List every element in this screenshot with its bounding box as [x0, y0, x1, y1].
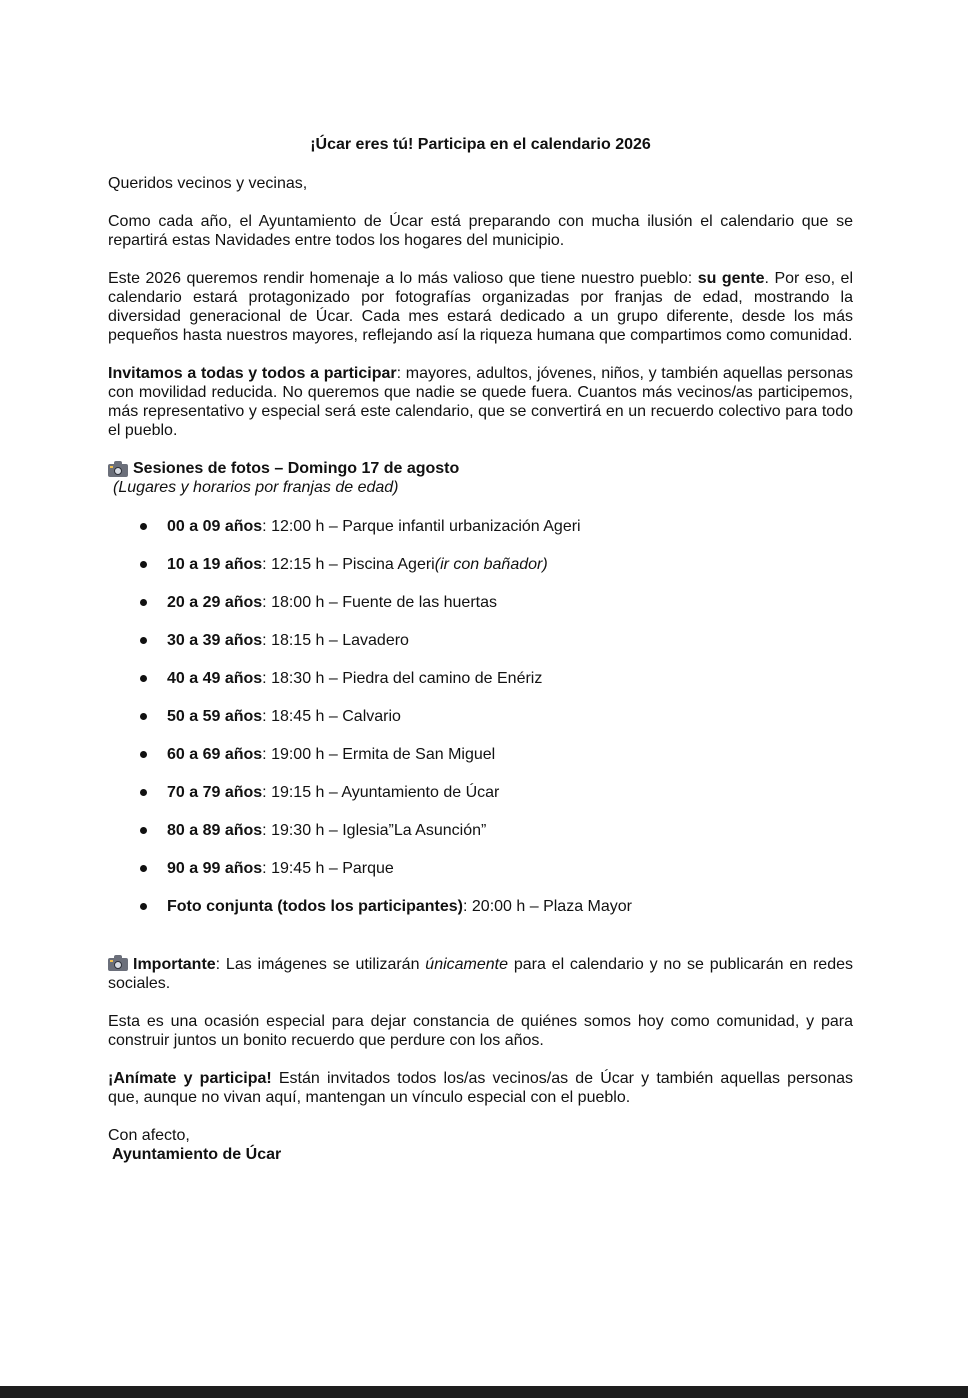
important-paragraph — [108, 955, 853, 993]
session-detail: : 19:45 h – Parque — [262, 860, 394, 877]
sessions-subheading: (Lugares y horarios por franjas de edad) — [113, 479, 399, 496]
bullet-icon — [140, 599, 147, 606]
session-item — [108, 821, 853, 840]
camera-icon — [108, 955, 128, 971]
bullet-icon — [140, 675, 147, 682]
session-group: 90 a 99 años — [167, 860, 263, 877]
session-detail: : 12:15 h – Piscina Ageri — [262, 556, 435, 573]
session-item — [108, 859, 853, 878]
session-item — [108, 593, 853, 612]
session-group: Foto conjunta (todos los participantes) — [167, 898, 463, 915]
session-item — [108, 783, 853, 802]
session-group: 80 a 89 años — [167, 822, 263, 839]
intro-paragraph: Como cada año, el Ayuntamiento de Úcar está preparando con mucha ilusión el calendario que se repartirá estas Navidades entre todos los hogares del municipio. — [108, 213, 853, 249]
session-note: (ir con bañador) — [434, 556, 548, 573]
session-group: 40 a 49 años — [167, 670, 263, 687]
session-detail: : 19:30 h – Iglesia”La Asunción” — [262, 822, 487, 839]
session-item — [108, 517, 853, 536]
bullet-icon — [140, 713, 147, 720]
session-group: 70 a 79 años — [167, 784, 263, 801]
encourage-bold: ¡Anímate y participa! — [108, 1070, 272, 1087]
homage-text-before: Este 2026 queremos rendir homenaje a lo más valioso que tiene nuestro pueblo: — [108, 270, 698, 287]
session-detail: : 19:15 h – Ayuntamiento de Úcar — [262, 784, 500, 801]
closing-line: Con afecto, — [108, 1127, 190, 1144]
bottom-bar — [0, 1386, 968, 1398]
signature: Ayuntamiento de Úcar — [112, 1146, 282, 1163]
session-group: 10 a 19 años — [167, 556, 263, 573]
session-detail: : 18:30 h – Piedra del camino de Enériz — [262, 670, 543, 687]
session-group: 20 a 29 años — [167, 594, 263, 611]
session-item — [108, 897, 853, 916]
bullet-icon — [140, 637, 147, 644]
session-detail: : 18:00 h – Fuente de las huertas — [262, 594, 497, 611]
bullet-icon — [140, 523, 147, 530]
document-title: ¡Úcar eres tú! Participa en el calendario 2026 — [310, 136, 651, 153]
homage-bold: su gente — [697, 270, 765, 287]
camera-flash-icon — [108, 461, 128, 477]
invite-text-after: : mayores, adultos, jóvenes, niños, y también aquellas personas con movilidad reducida. No queremos que nadie se quede fuera. Cuantos más vecinos/as participemos, más representativo y especial será este calendario, que se convertirá en un recuerdo colectivo para todo el pueblo. — [108, 365, 854, 439]
session-item — [108, 631, 853, 650]
invite-bold: Invitamos a todas y todos a participar — [108, 365, 397, 382]
session-detail: : 18:15 h – Lavadero — [262, 632, 409, 649]
important-italic: únicamente — [425, 956, 509, 973]
important-text-after: para el calendario y no se publicarán en redes sociales. — [108, 956, 853, 992]
session-group: 00 a 09 años — [167, 518, 263, 535]
session-detail: : 12:00 h – Parque infantil urbanización Ageri — [262, 518, 581, 535]
greeting: Queridos vecinos y vecinas, — [108, 175, 308, 192]
bullet-icon — [140, 561, 147, 568]
bullet-icon — [140, 827, 147, 834]
invite-paragraph — [108, 364, 853, 440]
bullet-icon — [140, 789, 147, 796]
important-bold: Importante — [133, 956, 216, 973]
bullet-icon — [140, 751, 147, 758]
occasion-paragraph: Esta es una ocasión especial para dejar constancia de quiénes somos hoy como comunidad, y para construir juntos un bonito recuerdo que perdure con los años. — [108, 1013, 853, 1049]
homage-paragraph — [108, 269, 853, 345]
session-detail: : 20:00 h – Plaza Mayor — [463, 898, 632, 915]
session-group: 30 a 39 años — [167, 632, 263, 649]
bullet-icon — [140, 865, 147, 872]
encourage-text-after: Están invitados todos los/as vecinos/as de Úcar y también aquellas personas que, aunque no vivan aquí, mantengan un vínculo especial con el pueblo. — [108, 1070, 853, 1106]
encourage-paragraph — [108, 1069, 853, 1107]
homage-text-after: . Por eso, el calendario estará protagonizado por fotografías organizadas por franjas de edad, mostrando la diversidad generacional de Úcar. Cada mes estará dedicado a un grupo diferente, desde los más pequeños hasta nuestros mayores, reflejando así la riqueza humana que compartimos como comunidad. — [108, 270, 854, 344]
session-item — [108, 669, 853, 688]
session-detail: : 18:45 h – Calvario — [262, 708, 401, 725]
session-item — [108, 707, 853, 726]
bullet-icon — [140, 903, 147, 910]
session-item — [108, 555, 853, 574]
session-item — [108, 745, 853, 764]
sessions-list — [108, 517, 853, 916]
document-page — [108, 135, 853, 1164]
sessions-heading-text: Sesiones de fotos – Domingo 17 de agosto — [133, 460, 460, 477]
session-detail: : 19:00 h – Ermita de San Miguel — [262, 746, 496, 763]
sessions-heading — [108, 459, 853, 478]
important-text-before: : Las imágenes se utilizarán — [215, 956, 426, 973]
session-group: 50 a 59 años — [167, 708, 263, 725]
session-group: 60 a 69 años — [167, 746, 263, 763]
